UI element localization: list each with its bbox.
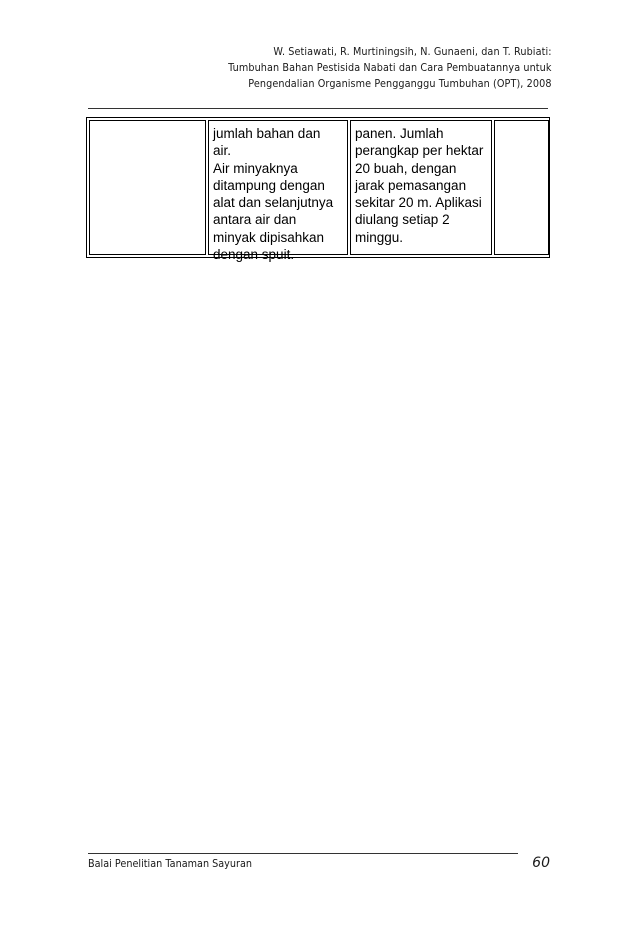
content-table (86, 117, 550, 263)
table-cell-3-text: panen. Jumlah perangkap per hektar 20 buah, dengan jarak pemasangan sekitar 20 m. Aplikasi diulang setiap 2 minggu. (355, 126, 484, 245)
footer-publisher: Balai Penelitian Tanaman Sayuran (88, 858, 253, 870)
header-authors: W. Setiawati, R. Murtiningsih, N. Gunaeni, dan T. Rubiati: (273, 46, 552, 58)
header-divider (88, 108, 548, 109)
header-title-line2: Pengendalian Organisme Pengganggu Tumbuhan (OPT), 2008 (248, 78, 552, 90)
table-row (89, 120, 547, 263)
table-cell-2 (208, 120, 348, 263)
page-number: 60 (532, 855, 550, 871)
table-cell-3 (350, 120, 492, 255)
table-cell-1-text (90, 121, 205, 125)
table-cell-4-text (495, 121, 548, 125)
table-cell-4 (494, 120, 549, 255)
table-cell-1 (89, 120, 206, 255)
page-header (200, 44, 552, 92)
header-title-line1: Tumbuhan Bahan Pestisida Nabati dan Cara Pembuatannya untuk (228, 62, 552, 74)
footer-divider (88, 853, 518, 854)
table-cell-2-text: jumlah bahan dan air. Air minyaknya ditampung dengan alat dan selanjutnya antara air dan minyak dipisahkan dengan spuit. (213, 126, 334, 263)
